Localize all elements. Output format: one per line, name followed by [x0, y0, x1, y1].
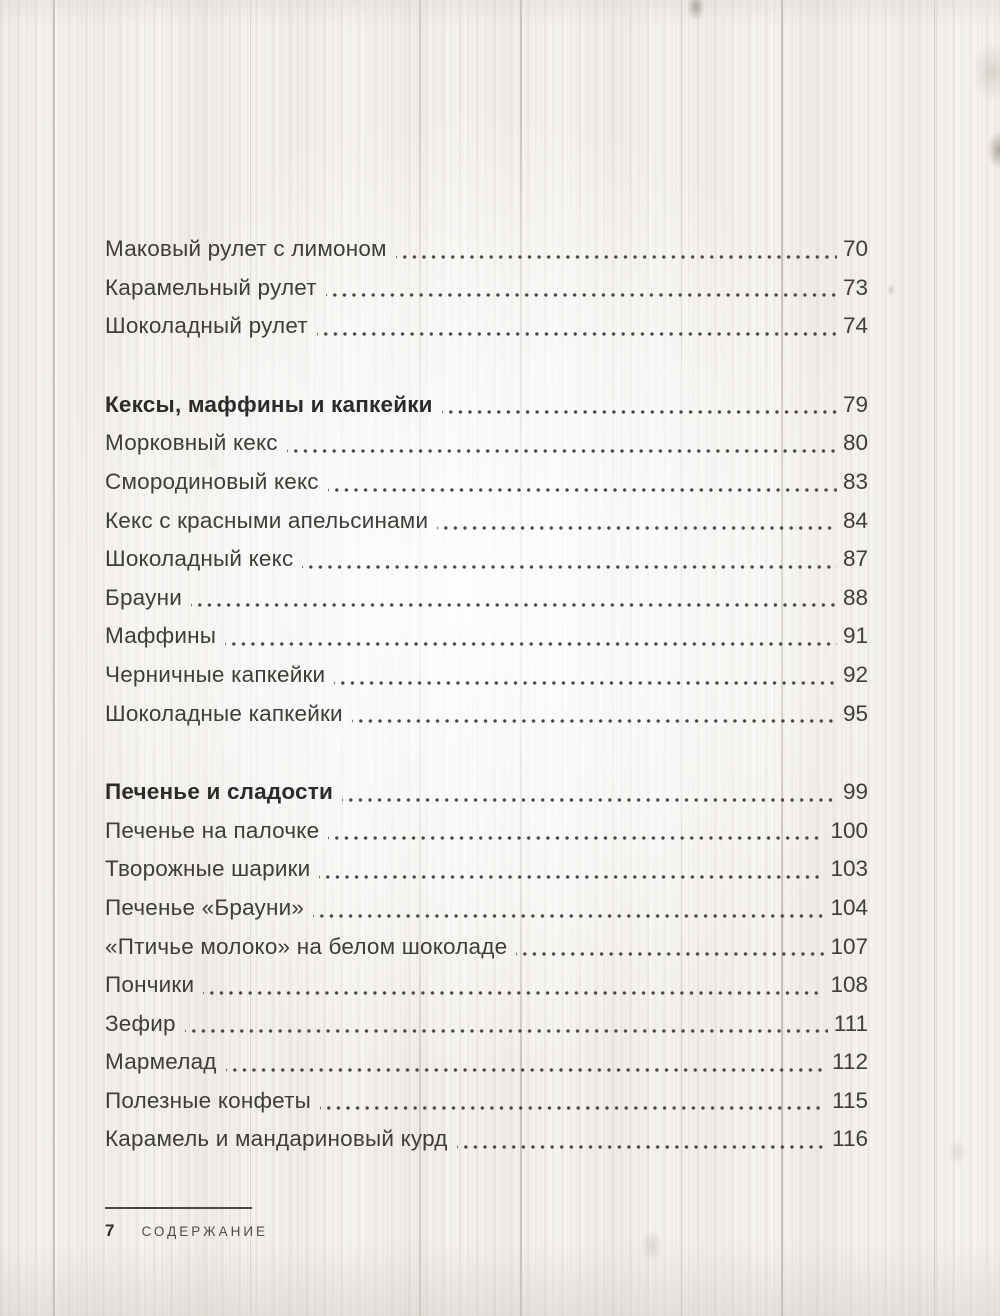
dotted-leader: [225, 617, 837, 656]
toc-entry: [105, 1082, 868, 1121]
dotted-leader: [319, 850, 824, 889]
toc-entry-title: Шоколадный кекс: [105, 546, 294, 572]
toc-page-number: 80: [842, 430, 868, 456]
dotted-leader: [342, 773, 837, 812]
toc-entry: [105, 617, 868, 656]
toc-page-number: 108: [830, 972, 868, 998]
toc-entry-title: Морковный кекс: [105, 430, 278, 456]
toc-section-header: [105, 386, 868, 425]
toc-page-number: 84: [842, 507, 868, 533]
toc-entry: [105, 579, 868, 618]
toc-entry-title: «Птичье молоко» на белом шоколаде: [105, 933, 508, 959]
toc-entry: [105, 540, 868, 579]
dotted-leader: [442, 386, 837, 425]
toc-page-number: 111: [833, 1010, 868, 1036]
toc-page-number: 104: [830, 894, 868, 920]
dotted-leader: [191, 579, 837, 618]
toc-entry-title: Карамельный рулет: [105, 274, 317, 300]
toc-entry-title: Шоколадный рулет: [105, 313, 308, 339]
dotted-leader: [185, 1005, 828, 1044]
dotted-leader: [320, 1082, 826, 1121]
footer-section-label: СОДЕРЖАНИЕ: [141, 1224, 269, 1239]
toc-entry-title: Кекс с красными апельсинами: [105, 507, 429, 533]
dotted-leader: [516, 928, 824, 967]
toc-page-number: 87: [842, 546, 868, 572]
toc-entry: [105, 928, 868, 967]
toc-page-number: 91: [842, 623, 868, 649]
toc-page-number: 74: [842, 313, 868, 339]
dotted-leader: [328, 463, 837, 502]
toc-entry-title: Карамель и мандариновый курд: [105, 1126, 448, 1152]
toc-entry: [105, 230, 868, 269]
toc-entry-title: Пончики: [105, 972, 195, 998]
toc-entry: [105, 269, 868, 308]
toc-entry: [105, 966, 868, 1005]
dotted-leader: [328, 812, 824, 851]
footer-text: [105, 1221, 268, 1241]
toc-page-number: 73: [842, 274, 868, 300]
toc-entry-title: Маффины: [105, 623, 217, 649]
toc-entry: [105, 812, 868, 851]
toc-entry: [105, 889, 868, 928]
dotted-leader: [352, 695, 837, 734]
toc-page-number: 83: [842, 468, 868, 494]
toc-section-header: [105, 773, 868, 812]
toc-section: [105, 773, 868, 1159]
toc-page-number: 70: [842, 236, 868, 261]
page-footer: [105, 1207, 268, 1241]
dotted-leader: [226, 1043, 826, 1082]
toc-page-number: 79: [842, 391, 868, 417]
footer-rule: [105, 1207, 252, 1209]
dotted-leader: [302, 540, 837, 579]
toc-entry-title: Зефир: [105, 1010, 176, 1036]
toc-entry: [105, 850, 868, 889]
toc-entry: [105, 1043, 868, 1082]
toc-page-number: 112: [832, 1049, 868, 1075]
toc-section-title: Печенье и сладости: [105, 779, 333, 805]
dotted-leader: [334, 656, 837, 695]
dotted-leader: [437, 502, 837, 541]
toc-page-number: 92: [842, 661, 868, 687]
toc-page-number: 88: [842, 584, 868, 610]
toc-entry-title: Мармелад: [105, 1049, 217, 1075]
dotted-leader: [396, 230, 837, 269]
dotted-leader: [313, 889, 824, 928]
toc-section: [105, 230, 868, 346]
toc-entry: [105, 1120, 868, 1159]
toc-entry: [105, 463, 868, 502]
toc-page-number: 99: [842, 779, 868, 805]
dotted-leader: [203, 966, 824, 1005]
toc-page-number: 95: [842, 700, 868, 726]
toc-entry-title: Печенье «Брауни»: [105, 894, 305, 920]
toc-entry: [105, 502, 868, 541]
dotted-leader: [457, 1120, 826, 1159]
toc-entry: [105, 656, 868, 695]
dotted-leader: [326, 269, 837, 308]
toc-entry-title: Смородиновый кекс: [105, 468, 319, 494]
toc-entry-title: Творожные шарики: [105, 856, 311, 882]
toc-page-number: 103: [830, 856, 868, 882]
toc-entry-title: Печенье на палочке: [105, 817, 320, 843]
dotted-leader: [287, 424, 837, 463]
toc-entry-title: Полезные конфеты: [105, 1087, 312, 1113]
toc-entry-title: Маковый рулет с лимоном: [105, 236, 387, 261]
toc-section: [105, 386, 868, 733]
toc-entry: [105, 424, 868, 463]
toc-page-number: 116: [832, 1126, 868, 1152]
toc-entry-title: Черничные капкейки: [105, 661, 326, 687]
table-of-contents: [105, 230, 868, 1159]
toc-page-number: 107: [830, 933, 868, 959]
toc-section-title: Кексы, маффины и капкейки: [105, 391, 433, 417]
toc-entry: [105, 695, 868, 734]
toc-entry-title: Брауни: [105, 584, 182, 610]
toc-page-number: 100: [830, 817, 868, 843]
dotted-leader: [317, 307, 837, 346]
toc-entry: [105, 1005, 868, 1044]
toc-entry-title: Шоколадные капкейки: [105, 700, 343, 726]
footer-page-number: 7: [105, 1221, 115, 1240]
toc-entry: [105, 307, 868, 346]
toc-page-number: 115: [832, 1087, 868, 1113]
